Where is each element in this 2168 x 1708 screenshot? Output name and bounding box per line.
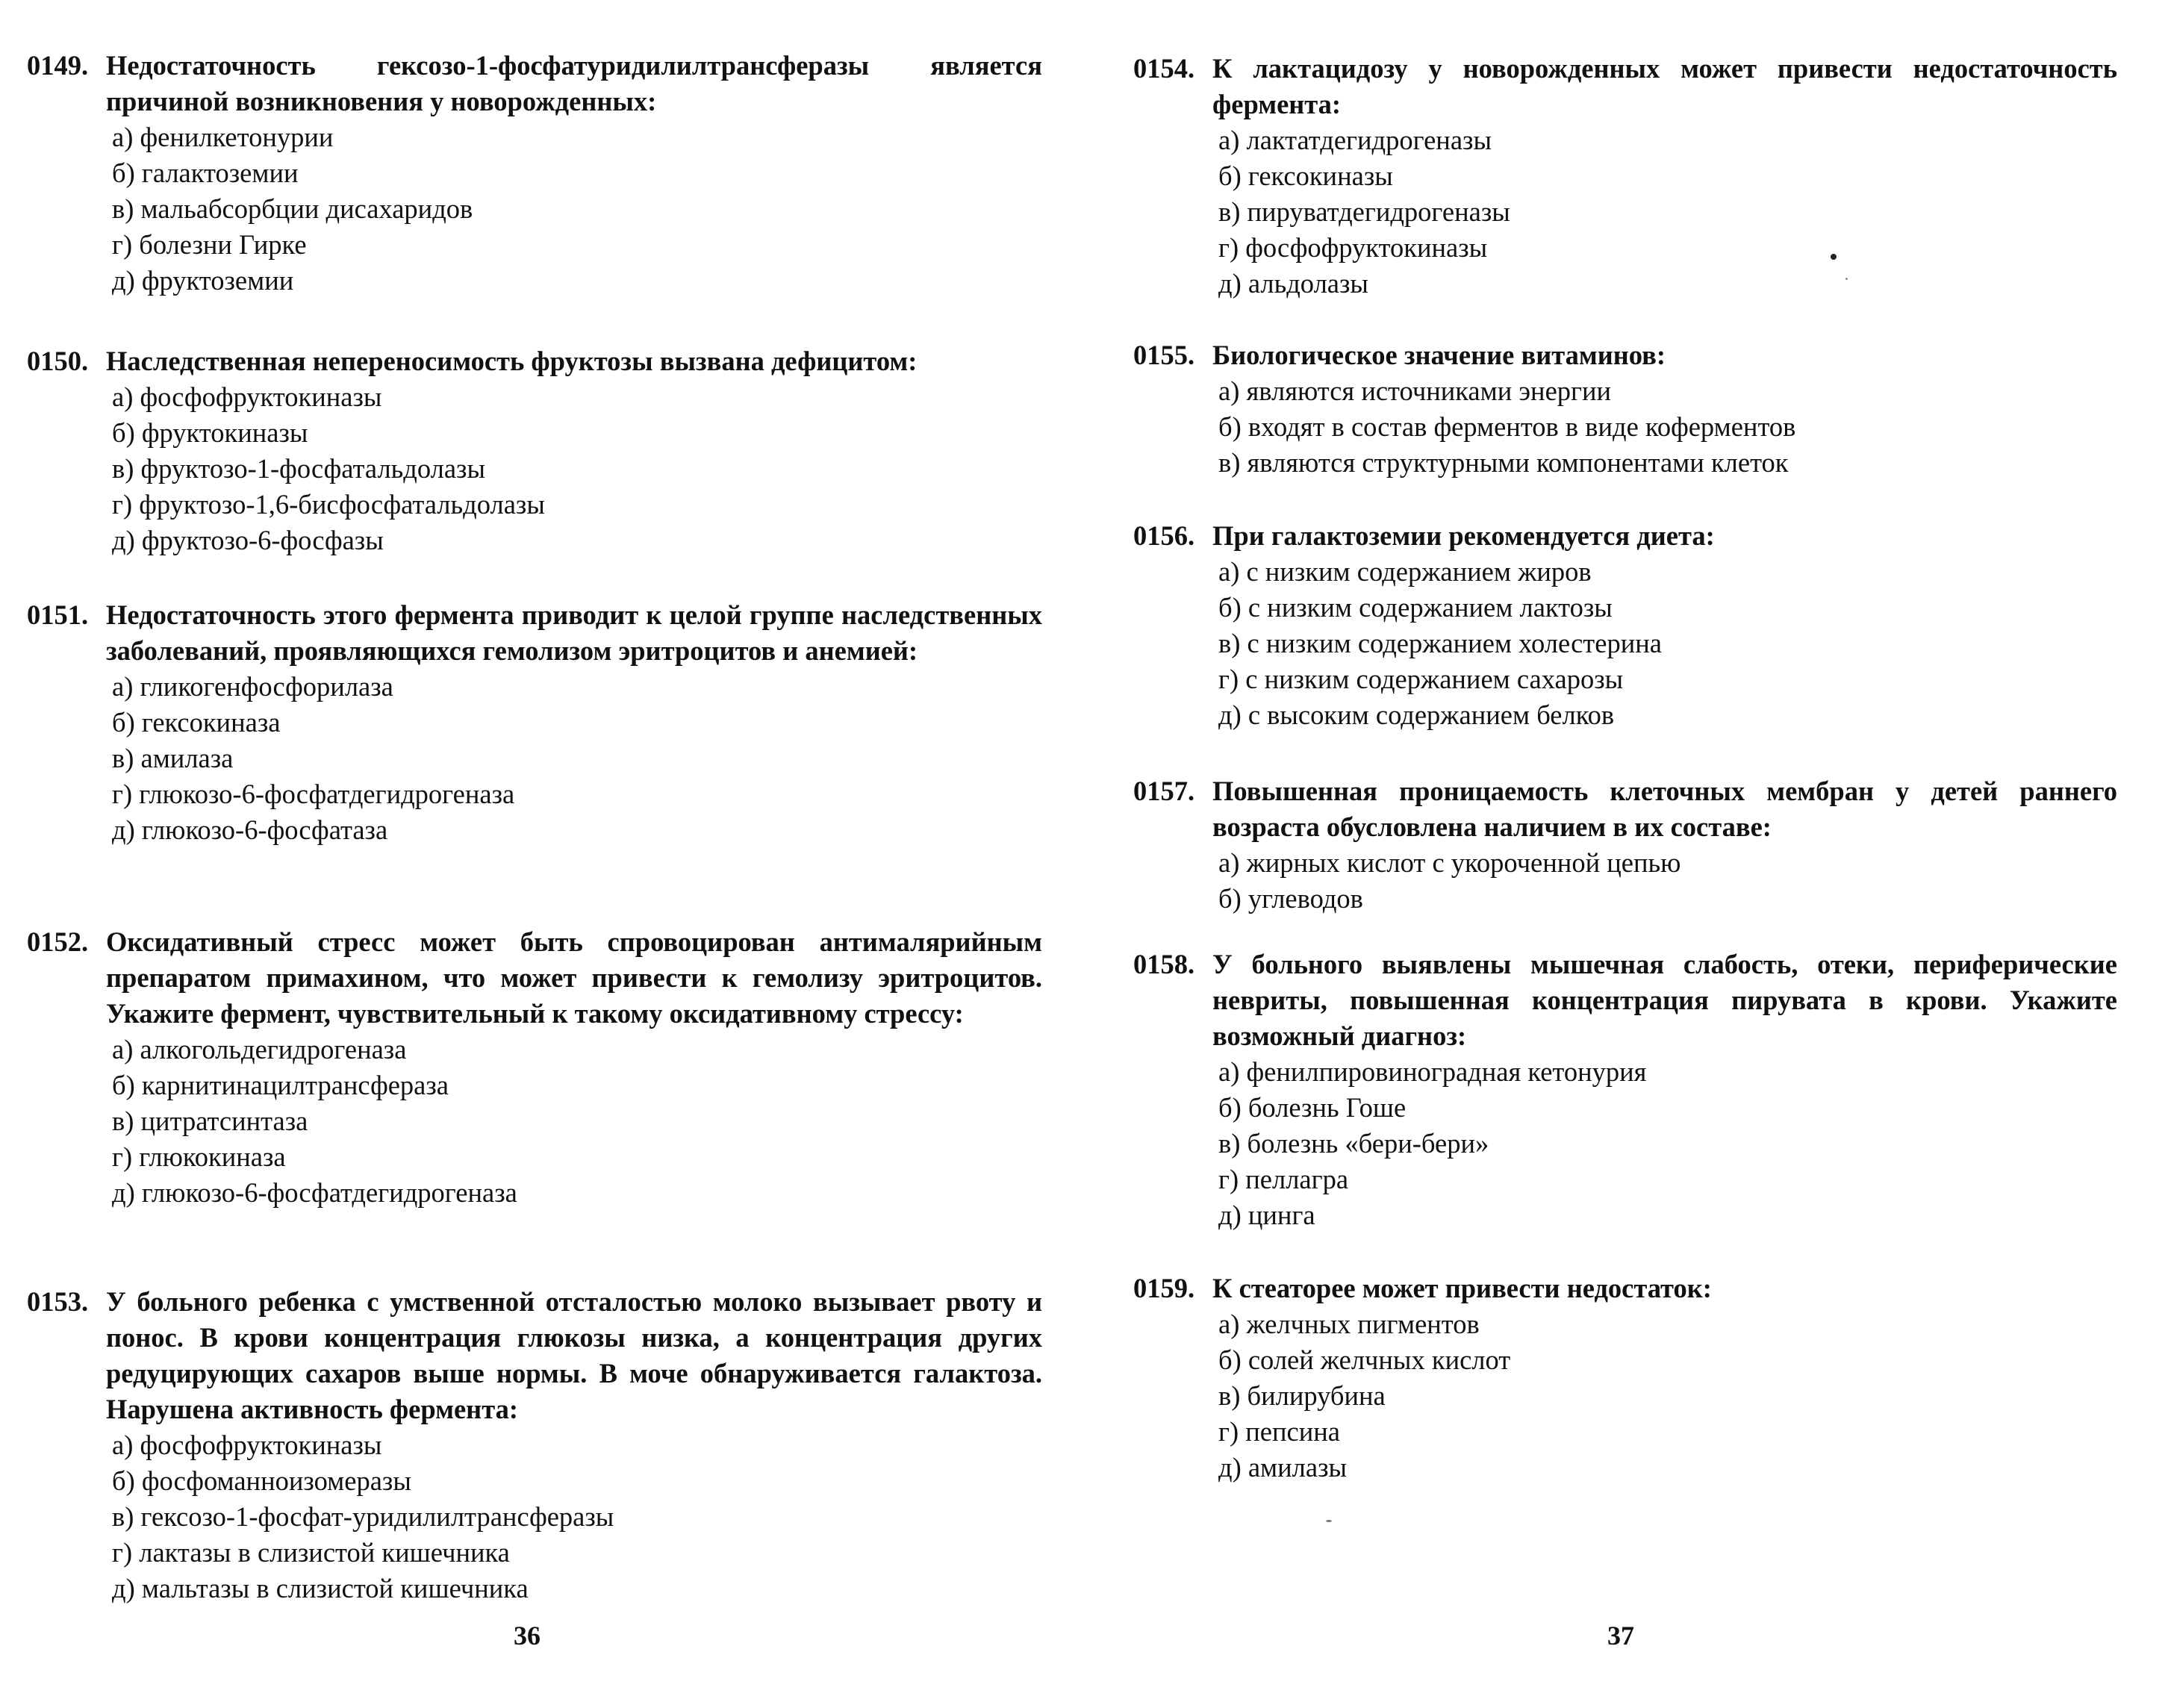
answer-options	[1133, 373, 2117, 481]
answer-option: д) цинга	[1218, 1200, 1315, 1230]
question-text: Оксидативный стресс может быть спровоцирован антималярийным препаратом примахином, что может привести к гемолизу эритроцитов. Укажите фермент, чувствительный к такому оксидативному стрессу:	[106, 926, 1042, 1029]
question-0155	[1133, 337, 2117, 481]
answer-option: в) болезнь «бери-бери»	[1218, 1128, 1489, 1159]
answer-option: в) гексозо-1-фосфат-уридилилтрансферазы	[112, 1501, 614, 1532]
answer-options	[1133, 1054, 2117, 1233]
answer-option: г) лактазы в слизистой кишечника	[112, 1537, 510, 1568]
question-0157	[1133, 773, 2117, 917]
answer-option: д) альдолазы	[1218, 268, 1368, 299]
question-text: При галактоземии рекомендуется диета:	[1212, 520, 1715, 551]
answer-option: б) фосфоманноизомеразы	[112, 1465, 411, 1496]
question-number: 0150.	[27, 346, 89, 376]
answer-option: а) алкогольдегидрогеназа	[112, 1034, 407, 1065]
answer-option: д) мальтазы в слизистой кишечника	[112, 1573, 529, 1603]
answer-option: в) с низким содержанием холестерина	[1218, 628, 1662, 658]
answer-option: д) с высоким содержанием белков	[1218, 699, 1615, 730]
scan-speck	[1845, 278, 1848, 280]
answer-option: а) гликогенфосфорилаза	[112, 671, 393, 702]
answer-option: а) лактатдегидрогеназы	[1218, 125, 1492, 155]
answer-option: в) пируватдегидрогеназы	[1218, 196, 1510, 227]
question-0151	[27, 597, 1042, 848]
answer-option: б) гексокиназы	[1218, 160, 1393, 191]
question-0153	[27, 1284, 1042, 1606]
answer-option: б) фруктокиназы	[112, 417, 308, 448]
question-text: К стеаторее может привести недостаток:	[1212, 1273, 1712, 1303]
answer-option: г) пепсина	[1218, 1416, 1340, 1447]
question-text: Биологическое значение витаминов:	[1212, 340, 1666, 370]
answer-options	[1133, 1306, 2117, 1486]
answer-option: д) фруктозо-6-фосфазы	[112, 525, 384, 555]
answer-option: б) гексокиназа	[112, 707, 281, 738]
answer-option: а) желчных пигментов	[1218, 1309, 1480, 1339]
answer-options	[27, 669, 1042, 848]
question-number: 0152.	[27, 926, 89, 957]
answer-option: б) углеводов	[1218, 883, 1363, 914]
question-text: Недостаточность гексозо-1-фосфатуридилилтрансферазы является причиной возникновения у новорожденных:	[106, 50, 1042, 116]
answer-option: г) фруктозо-1,6-бисфосфатальдолазы	[112, 489, 545, 520]
question-number: 0158.	[1133, 949, 1195, 979]
answer-option: б) входят в состав ферментов в виде коферментов	[1218, 411, 1796, 442]
answer-option: г) с низким содержанием сахарозы	[1218, 664, 1624, 694]
question-0154	[1133, 51, 2117, 302]
answer-options	[27, 379, 1042, 558]
answer-option: д) амилазы	[1218, 1452, 1348, 1483]
answer-option: а) фосфофруктокиназы	[112, 1430, 382, 1460]
answer-option: а) фенилпировиноградная кетонурия	[1218, 1056, 1647, 1087]
question-number: 0159.	[1133, 1273, 1195, 1303]
question-0149	[27, 48, 1042, 299]
answer-option: в) мальабсорбции дисахаридов	[112, 193, 473, 224]
answer-option: а) с низким содержанием жиров	[1218, 556, 1592, 587]
answer-option: г) болезни Гирке	[112, 229, 307, 260]
question-number: 0155.	[1133, 340, 1195, 370]
answer-option: д) глюкозо-6-фосфатаза	[112, 814, 388, 845]
answer-option: б) болезнь Гоше	[1218, 1092, 1407, 1123]
question-0150	[27, 343, 1042, 558]
answer-option: б) солей желчных кислот	[1218, 1344, 1511, 1375]
answer-option: д) глюкозо-6-фосфатдегидрогеназа	[112, 1177, 517, 1208]
answer-option: а) являются источниками энергии	[1218, 375, 1612, 406]
answer-option: в) цитратсинтаза	[112, 1106, 308, 1136]
answer-option: г) глюкозо-6-фосфатдегидрогеназа	[112, 779, 515, 809]
answer-options	[1133, 845, 2117, 917]
answer-option: д) фруктоземии	[112, 265, 294, 296]
answer-option: а) жирных кислот с укороченной цепью	[1218, 847, 1681, 878]
question-number: 0156.	[1133, 520, 1195, 551]
question-0152	[27, 924, 1042, 1211]
answer-option: б) карнитинацилтрансфераза	[112, 1070, 449, 1100]
answer-option: г) пеллагра	[1218, 1164, 1349, 1194]
scan-speck	[1831, 254, 1837, 260]
question-0156	[1133, 518, 2117, 733]
question-number: 0151.	[27, 599, 89, 630]
question-text: Недостаточность этого фермента приводит к целой группе наследственных заболеваний, проявляющихся гемолизом эритроцитов и анемией:	[106, 599, 1042, 666]
answer-option: г) глюкокиназа	[112, 1141, 286, 1172]
answer-options	[1133, 554, 2117, 733]
answer-option: а) фенилкетонурии	[112, 122, 334, 152]
question-number: 0154.	[1133, 53, 1195, 84]
question-text: К лактацидозу у новорожденных может привести недостаточность фермента:	[1212, 53, 2117, 119]
answer-options	[27, 119, 1042, 299]
right-page	[1084, 0, 2168, 1708]
answer-option: б) галактоземии	[112, 158, 299, 188]
answer-option: в) амилаза	[112, 743, 234, 773]
question-number: 0157.	[1133, 776, 1195, 806]
scan-speck	[1326, 1520, 1332, 1522]
question-text: У больного выявлены мышечная слабость, отеки, периферические невриты, повышенная концентрация пирувата в крови. Укажите возможный диагноз:	[1212, 949, 2117, 1051]
answer-option: б) с низким содержанием лактозы	[1218, 592, 1613, 623]
answer-options	[27, 1032, 1042, 1211]
answer-option: в) являются структурными компонентами клеток	[1218, 447, 1789, 478]
question-0159	[1133, 1271, 2117, 1486]
question-0158	[1133, 947, 2117, 1233]
question-text: Наследственная непереносимость фруктозы вызвана дефицитом:	[106, 346, 918, 376]
answer-option: в) фруктозо-1-фосфатальдолазы	[112, 453, 486, 484]
answer-option: в) билирубина	[1218, 1380, 1386, 1411]
answer-options	[1133, 122, 2117, 302]
question-text: У больного ребенка с умственной отсталостью молоко вызывает рвоту и понос. В крови концентрация глюкозы низка, а концентрация других редуцирующих сахаров выше нормы. В моче обнаруживается галактоза. Нарушена активность фермента:	[106, 1286, 1042, 1424]
question-number: 0149.	[27, 50, 89, 81]
answer-options	[27, 1427, 1042, 1606]
question-number: 0153.	[27, 1286, 89, 1317]
question-text: Повышенная проницаемость клеточных мембран у детей раннего возраста обусловлена наличием в их составе:	[1212, 776, 2117, 842]
page-number: 36	[514, 1621, 541, 1651]
answer-option: г) фосфофруктокиназы	[1218, 232, 1488, 263]
answer-option: а) фосфофруктокиназы	[112, 381, 382, 412]
page-number: 37	[1607, 1621, 1634, 1651]
